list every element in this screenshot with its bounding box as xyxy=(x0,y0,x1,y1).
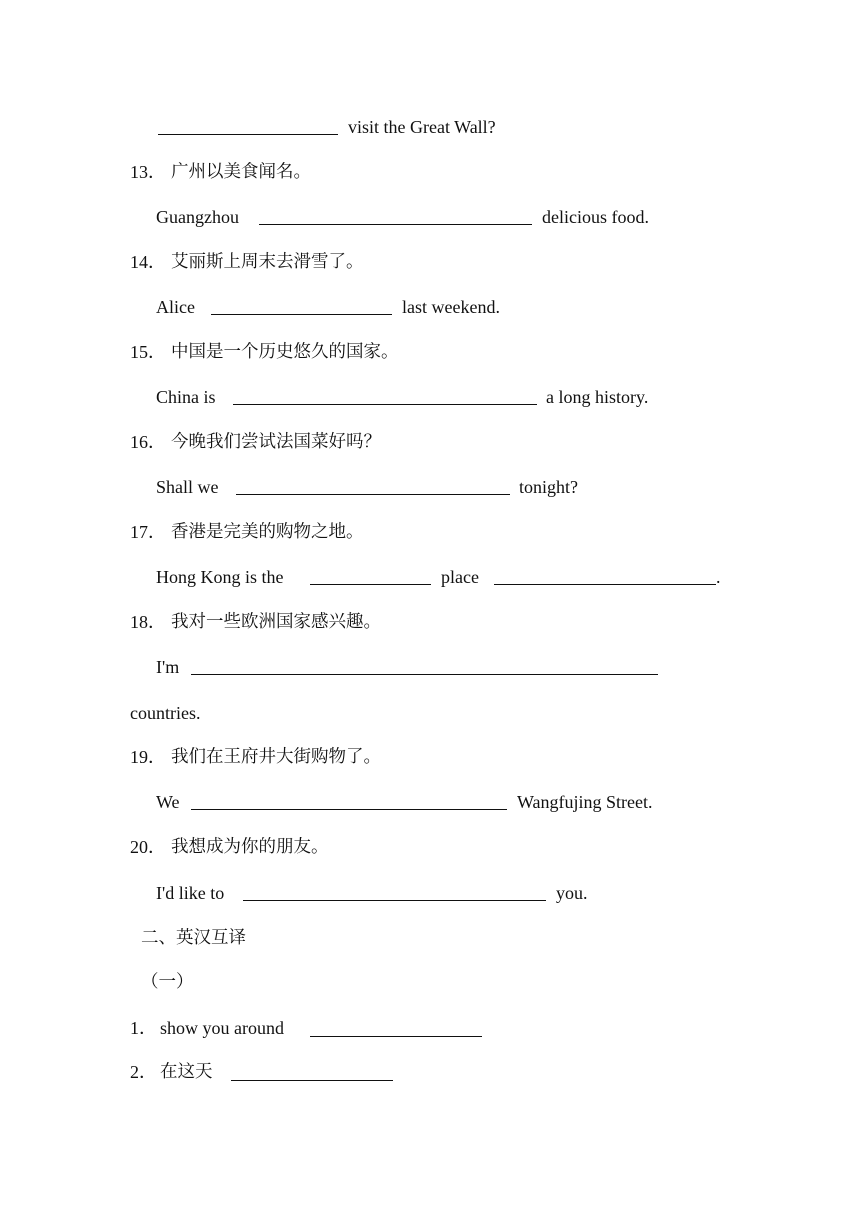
answer-blank[interactable] xyxy=(310,584,431,585)
answer-suffix: Wangfujing Street. xyxy=(517,792,653,812)
question-number: 1． xyxy=(130,1018,157,1038)
answer-blank[interactable] xyxy=(158,134,338,135)
question-chinese: 我们在王府井大街购物了。 xyxy=(171,747,381,767)
question-chinese: 艾丽斯上周末去滑雪了。 xyxy=(171,252,364,272)
answer-prefix: Shall we xyxy=(156,477,219,497)
answer-suffix: you. xyxy=(556,883,588,903)
answer-continuation: countries. xyxy=(130,703,201,723)
question-chinese: 我对一些欧洲国家感兴趣。 xyxy=(171,612,381,632)
subsection-heading: （一） xyxy=(141,972,194,992)
answer-suffix: delicious food. xyxy=(542,207,649,227)
answer-blank[interactable] xyxy=(191,674,658,675)
answer-suffix: . xyxy=(716,567,721,587)
answer-blank[interactable] xyxy=(494,584,716,585)
answer-blank[interactable] xyxy=(243,900,546,901)
answer-blank[interactable] xyxy=(259,224,532,225)
answer-suffix: a long history. xyxy=(546,387,649,407)
question-number: 19． xyxy=(130,747,166,767)
answer-suffix: tonight? xyxy=(519,477,578,497)
answer-prefix: I'd like to xyxy=(156,883,225,903)
answer-prefix: Hong Kong is the xyxy=(156,567,284,587)
answer-blank[interactable] xyxy=(211,314,392,315)
section-heading: 二、英汉互译 xyxy=(141,928,246,948)
question-chinese: 我想成为你的朋友。 xyxy=(171,837,329,857)
question-chinese: 香港是完美的购物之地。 xyxy=(171,522,364,542)
question-number: 18． xyxy=(130,612,166,632)
answer-prefix: China is xyxy=(156,387,216,407)
answer-prefix: I'm xyxy=(156,657,180,677)
question-number: 13． xyxy=(130,162,166,182)
question-chinese: 广州以美食闻名。 xyxy=(171,162,311,182)
question-number: 16． xyxy=(130,432,166,452)
answer-blank[interactable] xyxy=(310,1036,482,1037)
answer-prefix: We xyxy=(156,792,180,812)
question-number: 14． xyxy=(130,252,166,272)
question-number: 15． xyxy=(130,342,166,362)
answer-prefix: Alice xyxy=(156,297,195,317)
question-number: 17． xyxy=(130,522,166,542)
question-chinese: 今晚我们尝试法国菜好吗？ xyxy=(171,432,381,452)
question-chinese: 中国是一个历史悠久的国家。 xyxy=(171,342,399,362)
answer-text: visit the Great Wall? xyxy=(348,117,496,137)
answer-blank[interactable] xyxy=(236,494,510,495)
question-text: 在这天 xyxy=(160,1062,213,1082)
answer-blank[interactable] xyxy=(191,809,507,810)
answer-suffix: last weekend. xyxy=(402,297,500,317)
answer-blank[interactable] xyxy=(233,404,537,405)
answer-blank[interactable] xyxy=(231,1080,393,1081)
answer-prefix: Guangzhou xyxy=(156,207,239,227)
answer-middle: place xyxy=(441,567,479,587)
question-number: 2． xyxy=(130,1062,157,1082)
question-text: show you around xyxy=(160,1018,284,1038)
question-number: 20． xyxy=(130,837,166,857)
